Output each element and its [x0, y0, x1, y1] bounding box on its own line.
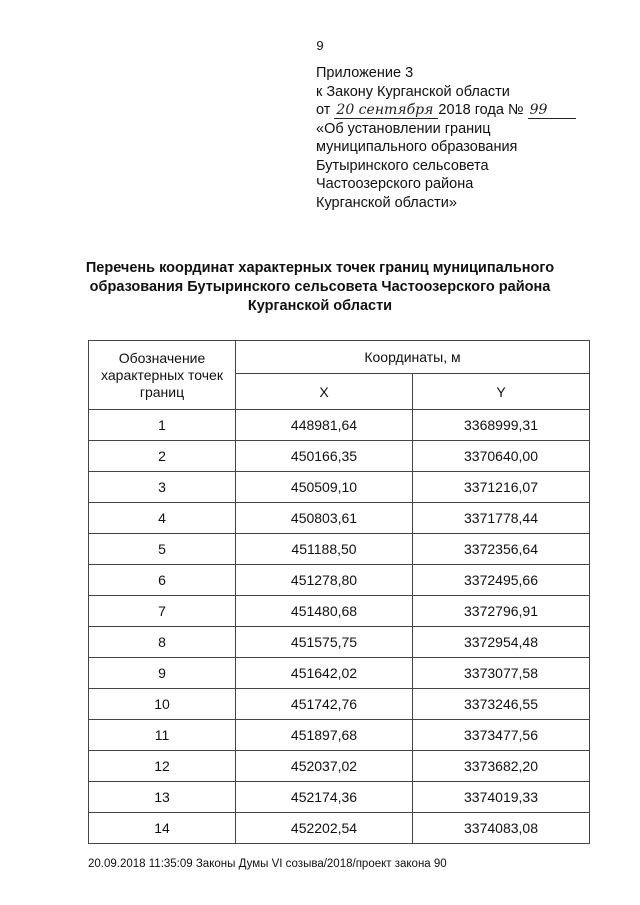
- page-number: 9: [316, 38, 324, 53]
- point-number-cell: 5: [89, 534, 236, 565]
- x-coordinate-cell: 452174,36: [236, 782, 413, 813]
- y-coordinate-cell: 3371216,07: [413, 472, 590, 503]
- point-number-cell: 4: [89, 503, 236, 534]
- point-number-cell: 9: [89, 658, 236, 689]
- point-number-cell: 10: [89, 689, 236, 720]
- header-x: X: [236, 374, 413, 410]
- point-number-cell: 1: [89, 410, 236, 441]
- x-coordinate-cell: 451188,50: [236, 534, 413, 565]
- y-coordinate-cell: 3373477,56: [413, 720, 590, 751]
- date-suffix: 2018 года №: [438, 102, 524, 118]
- title-line-1: Перечень координат характерных точек границ муниципального: [85, 260, 555, 276]
- y-coordinate-cell: 3368999,31: [413, 410, 590, 441]
- y-coordinate-cell: 3372796,91: [413, 596, 590, 627]
- x-coordinate-cell: 451742,76: [236, 689, 413, 720]
- table-row: [89, 689, 590, 720]
- appendix-block: [316, 64, 616, 212]
- appendix-law-reference: к Закону Курганской области: [316, 83, 510, 100]
- x-coordinate-cell: 451480,68: [236, 596, 413, 627]
- point-number-cell: 12: [89, 751, 236, 782]
- appendix-subject-line-2: муниципального образования: [316, 139, 518, 155]
- table-row: [89, 658, 590, 689]
- y-coordinate-cell: 3372356,64: [413, 534, 590, 565]
- appendix-title: Приложение 3: [316, 65, 414, 81]
- handwritten-law-number: 99: [528, 103, 576, 119]
- table-row: [89, 503, 590, 534]
- appendix-date-line: [316, 101, 616, 120]
- table-row: [89, 813, 590, 844]
- y-coordinate-cell: 3373682,20: [413, 751, 590, 782]
- header-y: Y: [413, 374, 590, 410]
- table-row: [89, 720, 590, 751]
- title-line-3: Курганской области: [247, 298, 393, 314]
- point-number-cell: 2: [89, 441, 236, 472]
- coordinates-table: [88, 340, 590, 844]
- x-coordinate-cell: 448981,64: [236, 410, 413, 441]
- table-row: [89, 627, 590, 658]
- y-coordinate-cell: 3372495,66: [413, 565, 590, 596]
- table-header-row: [89, 341, 590, 374]
- table-row: [89, 410, 590, 441]
- handwritten-date: 20 сентября: [334, 103, 438, 119]
- header-coordinates: Координаты, м: [236, 341, 590, 374]
- x-coordinate-cell: 451642,02: [236, 658, 413, 689]
- point-number-cell: 14: [89, 813, 236, 844]
- y-coordinate-cell: 3373246,55: [413, 689, 590, 720]
- x-coordinate-cell: 452202,54: [236, 813, 413, 844]
- x-coordinate-cell: 451278,80: [236, 565, 413, 596]
- point-number-cell: 6: [89, 565, 236, 596]
- table-row: [89, 782, 590, 813]
- title-line-2: образования Бутыринского сельсовета Частоозерского района: [89, 279, 551, 295]
- table-row: [89, 441, 590, 472]
- y-coordinate-cell: 3371778,44: [413, 503, 590, 534]
- y-coordinate-cell: 3372954,48: [413, 627, 590, 658]
- x-coordinate-cell: 450803,61: [236, 503, 413, 534]
- document-title: [70, 259, 570, 316]
- x-coordinate-cell: 451575,75: [236, 627, 413, 658]
- x-coordinate-cell: 451897,68: [236, 720, 413, 751]
- appendix-subject-line-5: Курганской области»: [316, 194, 457, 211]
- point-number-cell: 7: [89, 596, 236, 627]
- y-coordinate-cell: 3374019,33: [413, 782, 590, 813]
- y-coordinate-cell: 3374083,08: [413, 813, 590, 844]
- point-number-cell: 13: [89, 782, 236, 813]
- x-coordinate-cell: 450166,35: [236, 441, 413, 472]
- table-row: [89, 751, 590, 782]
- footer-meta: 20.09.2018 11:35:09 Законы Думы VI созыва/2018/проект закона 90: [88, 858, 447, 870]
- date-prefix: от: [316, 102, 331, 118]
- point-number-cell: 8: [89, 627, 236, 658]
- table-row: [89, 534, 590, 565]
- table-row: [89, 596, 590, 627]
- header-point-designation: Обозначение характерных точек границ: [89, 341, 236, 410]
- point-number-cell: 11: [89, 720, 236, 751]
- table-row: [89, 472, 590, 503]
- x-coordinate-cell: 450509,10: [236, 472, 413, 503]
- y-coordinate-cell: 3373077,58: [413, 658, 590, 689]
- y-coordinate-cell: 3370640,00: [413, 441, 590, 472]
- point-number-cell: 3: [89, 472, 236, 503]
- x-coordinate-cell: 452037,02: [236, 751, 413, 782]
- appendix-subject-line-3: Бутыринского сельсовета: [316, 157, 489, 174]
- appendix-subject-line-1: «Об установлении границ: [316, 120, 491, 137]
- table-row: [89, 565, 590, 596]
- appendix-subject-line-4: Частоозерского района: [316, 176, 474, 192]
